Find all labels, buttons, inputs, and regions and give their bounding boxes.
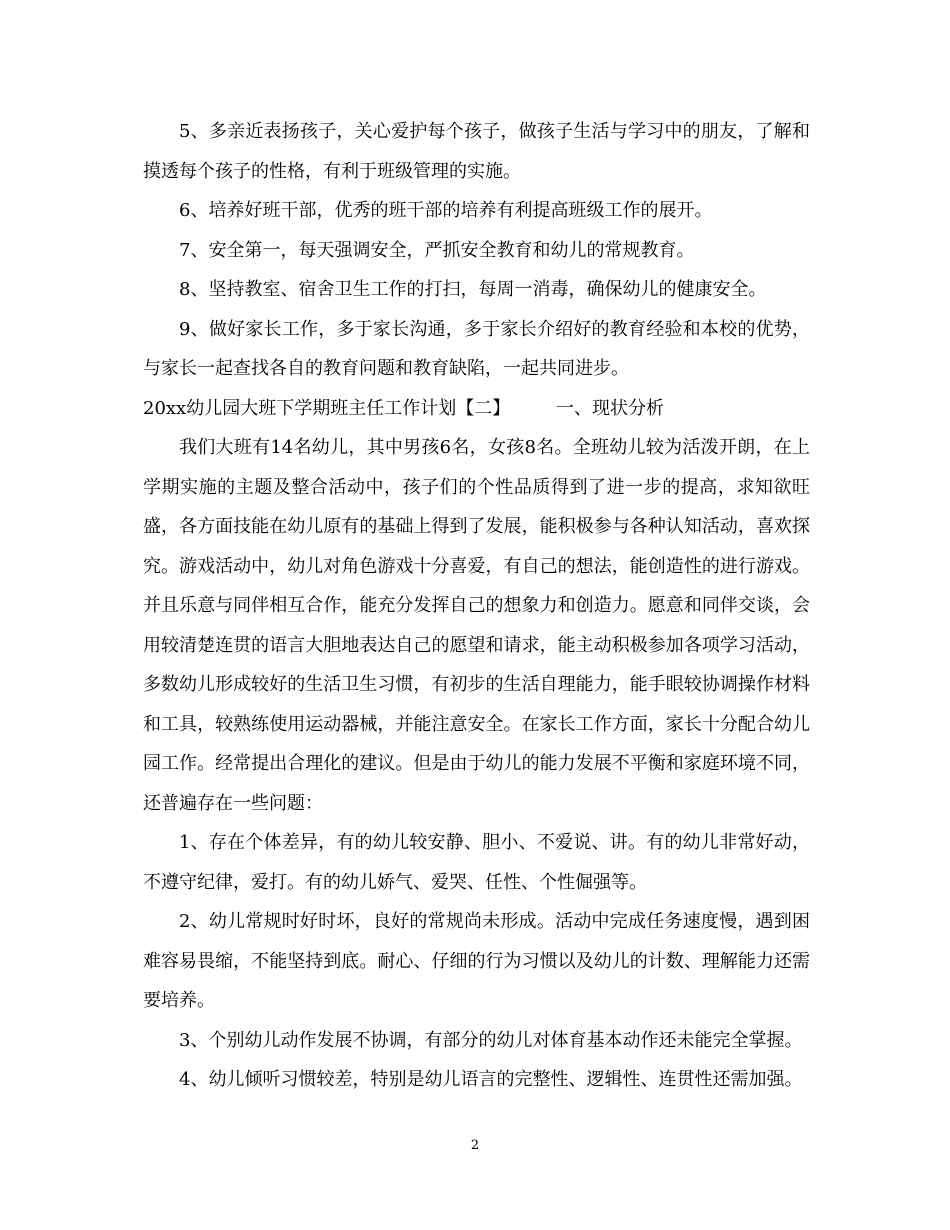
- paragraph-status-analysis: 我们大班有14名幼儿，其中男孩6名，女孩8名。全班幼儿较为活泼开朗，在上学期实施的主题及整合活动中，孩子们的个性品质得到了进一步的提高，求知欲旺盛，各方面技能在幼儿原有的基础上得到了发展，能积极参与各种认知活动，喜欢探究。游戏活动中，幼儿对角色游戏十分喜爱，有自己的想法，能创造性的进行游戏。并且乐意与同伴相互合作，能充分发挥自己的想象力和创造力。愿意和同伴交谈，会用较清楚连贯的语言大胆地表达自己的愿望和请求，能主动积极参加各项学习活动，多数幼儿形成较好的生活卫生习惯，有初步的生活自理能力，能手眼较协调操作材料和工具，较熟练使用运动器械，并能注意安全。在家长工作方面，家长十分配合幼儿园工作。经常提出合理化的建议。但是由于幼儿的能力发展不平衡和家庭环境不同，还普遍存在一些问题：: [143, 437, 810, 814]
- paragraph-issue-2: 2、幼儿常规时好时坏，良好的常规尚未形成。活动中完成任务速度慢，遇到困难容易畏缩，不能坚持到底。耐心、仔细的行为习惯以及幼儿的计数、理解能力还需要培养。: [143, 911, 810, 1011]
- document-body: [143, 112, 810, 1100]
- paragraph-item-9: 9、做好家长工作，多于家长沟通，多于家长介绍好的教育经验和本校的优势，与家长一起查找各自的教育问题和教育缺陷，一起共同进步。: [143, 318, 810, 379]
- paragraph-item-5: 5、多亲近表扬孩子，关心爱护每个孩子，做孩子生活与学习中的朋友，了解和摸透每个孩子的性格，有利于班级管理的实施。: [143, 121, 810, 182]
- paragraph-item-7: 7、安全第一，每天强调安全，严抓安全教育和幼儿的常规教育。: [179, 239, 695, 261]
- paragraph-item-8: 8、坚持教室、宿舍卫生工作的打扫，每周一消毒，确保幼儿的健康安全。: [179, 279, 767, 300]
- paragraph-issue-3: 3、个别幼儿动作发展不协调，有部分的幼儿对体育基本动作还未能完全掌握。: [179, 1029, 803, 1051]
- section-heading: 20xx幼儿园大班下学期班主任工作计划【二】 一、现状分析: [143, 397, 664, 419]
- page-number: 2: [470, 1138, 480, 1153]
- paragraph-item-6: 6、培养好班干部，优秀的班干部的培养有利提高班级工作的展开。: [179, 200, 713, 221]
- paragraph-issue-1: 1、存在个体差异，有的幼儿较安静、胆小、不爱说、讲。有的幼儿非常好动，不遵守纪律，爱打。有的幼儿娇气、爱哭、任性、个性倔强等。: [143, 832, 810, 893]
- paragraph-issue-4: 4、幼儿倾听习惯较差，特别是幼儿语言的完整性、逻辑性、连贯性还需加强。: [179, 1069, 803, 1090]
